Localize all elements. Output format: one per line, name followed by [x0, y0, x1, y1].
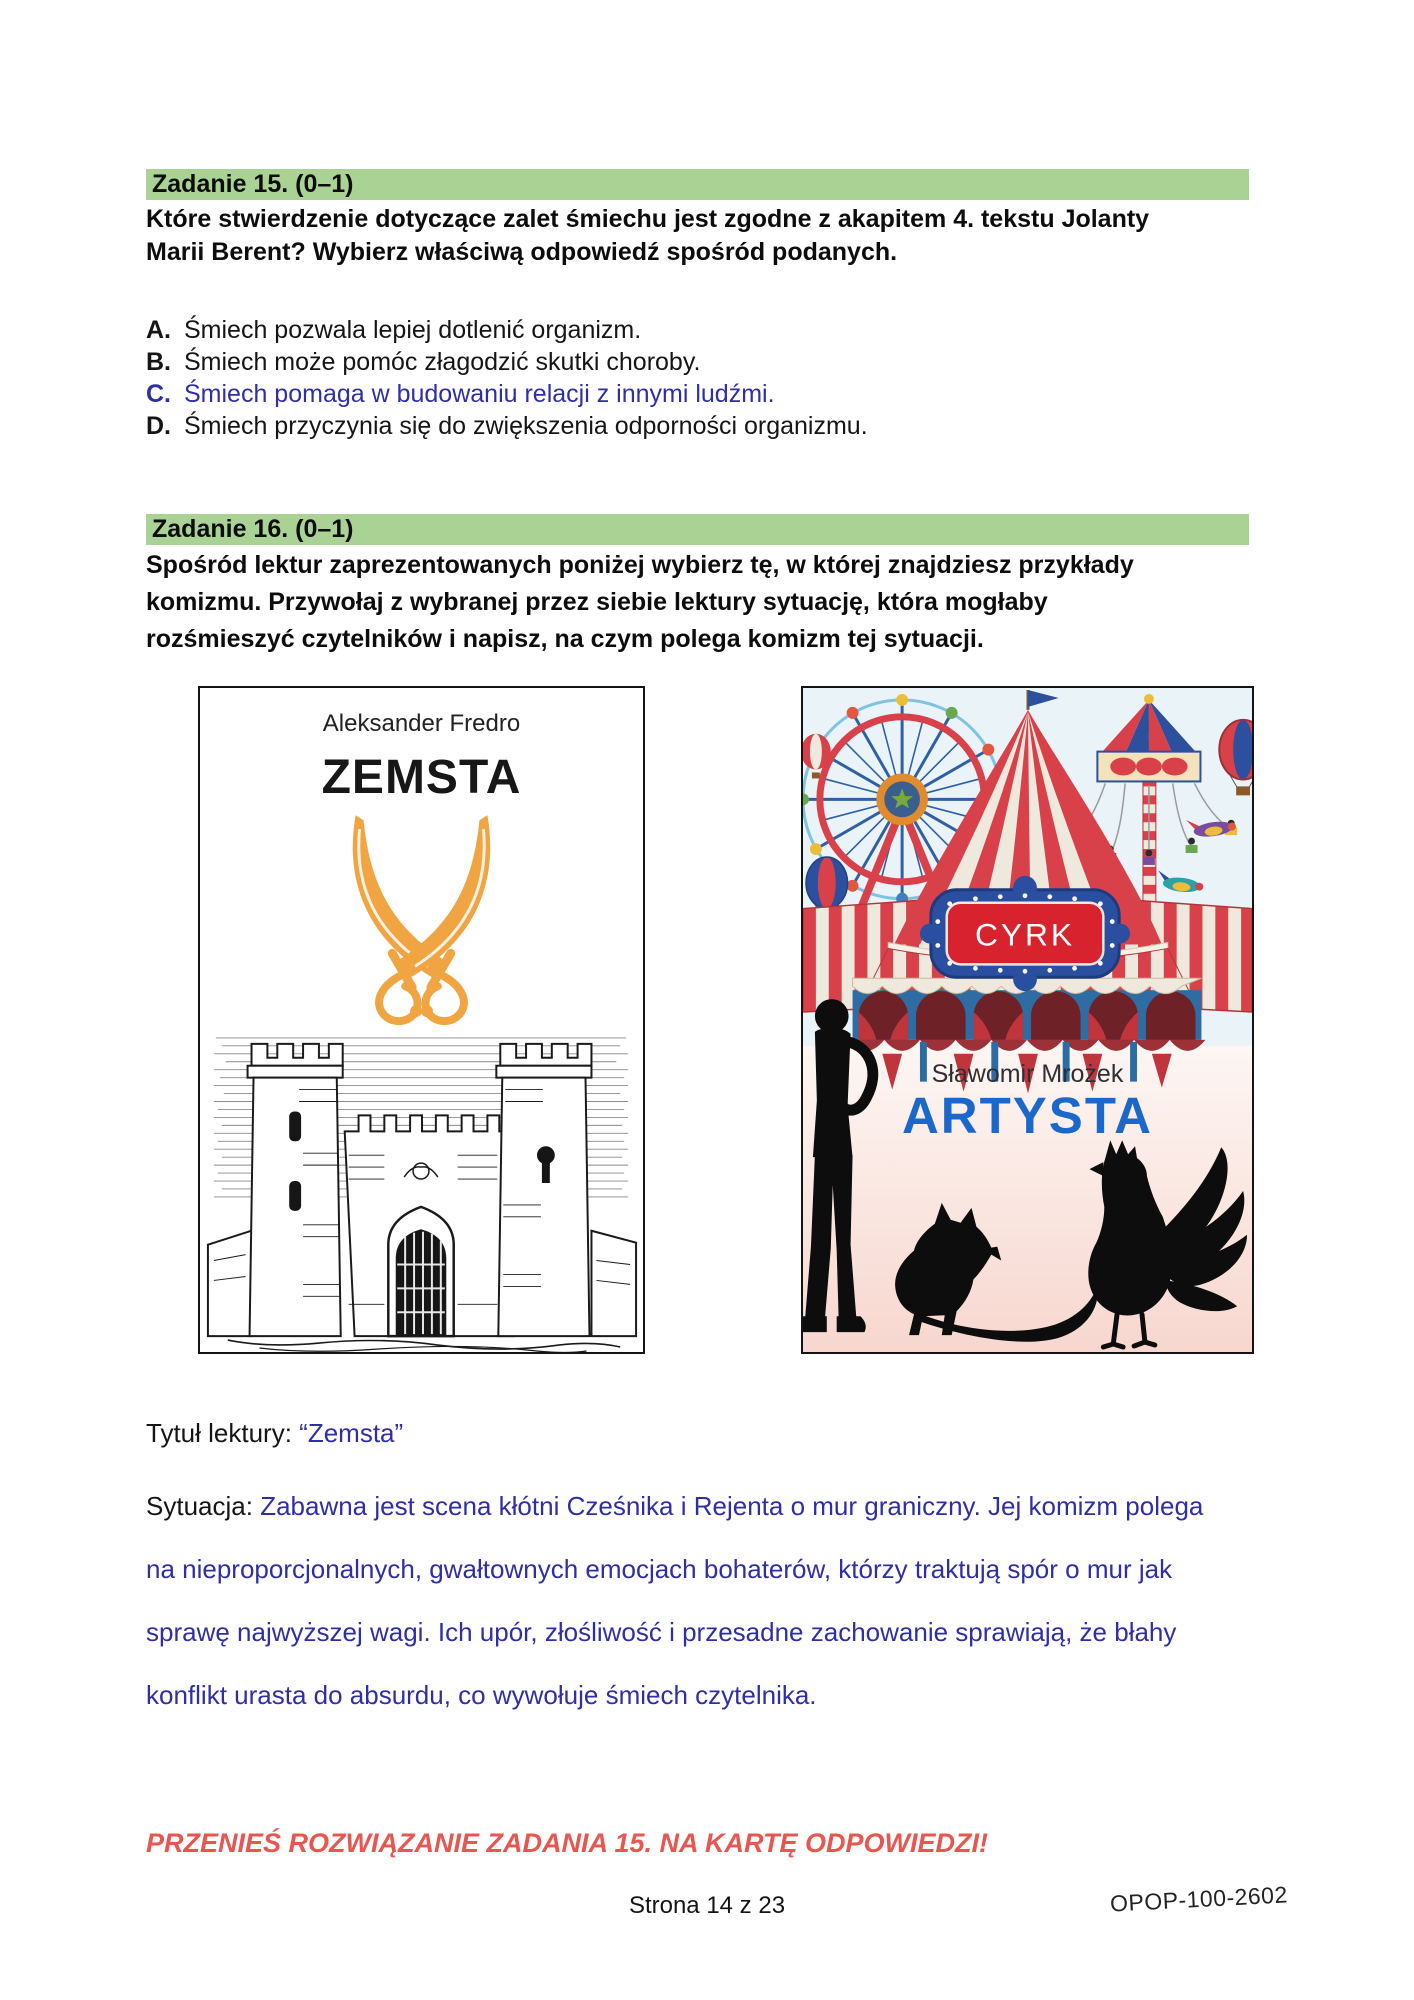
cyrk-sign — [920, 876, 1130, 991]
zemsta-title: ZEMSTA — [321, 751, 522, 804]
option-letter-d: D. — [146, 412, 171, 440]
option-row-b — [146, 347, 700, 378]
option-letter-c: C. — [146, 380, 171, 408]
option-letter-a: A. — [146, 316, 171, 344]
task15-header-label: Zadanie 15. (0–1) — [152, 170, 354, 198]
crossed-swords-icon — [353, 815, 490, 1021]
zemsta-author: Aleksander Fredro — [322, 710, 521, 737]
option-text-b: Śmiech może pomóc złagodzić skutki choroby. — [184, 348, 701, 376]
task16-question-line3: rozśmieszyć czytelników i napisz, na czym polega komizm tej sytuacji. — [146, 625, 984, 653]
task15-header-bar — [146, 169, 1249, 200]
option-text-c: Śmiech pomaga w budowaniu relacji z innymi ludźmi. — [184, 380, 775, 408]
option-row-a — [146, 315, 641, 346]
option-letter-b: B. — [146, 348, 171, 376]
option-row-d — [146, 411, 868, 442]
task15-question-line1: Które stwierdzenie dotyczące zalet śmiechu jest zgodne z akapitem 4. tekstu Jolanty — [146, 205, 1150, 233]
situation-value-1: Zabawna jest scena kłótni Cześnika i Rejenta o mur graniczny. Jej komizm polega — [260, 1491, 1204, 1521]
task16-header-bar — [146, 514, 1249, 545]
situation-line-2: na nieproporcjonalnych, gwałtownych emocjach bohaterów, którzy traktują spór o mur jak — [146, 1554, 1173, 1584]
circus-illustration — [803, 688, 1252, 1352]
transfer-note: PRZENIEŚ ROZWIĄZANIE ZADANIA 15. NA KARTĘ ODPOWIEDZI! — [146, 1828, 989, 1858]
page-number: Strona 14 z 23 — [628, 1892, 786, 1919]
book-cover-zemsta — [198, 686, 645, 1354]
cyrk-sign-label: CYRK — [975, 916, 1076, 953]
form-code: OPOP-100-2602 — [1109, 1881, 1289, 1917]
castle-illustration — [208, 1038, 636, 1352]
task16-header-label: Zadanie 16. (0–1) — [152, 515, 354, 543]
answer-title-line — [146, 1416, 403, 1450]
situation-label: Sytuacja: — [146, 1491, 253, 1521]
artysta-title: ARTYSTA — [901, 1087, 1154, 1144]
task16-question-line2: komizmu. Przywołaj z wybranej przez siebie lektury sytuację, która mogłaby — [146, 588, 1048, 616]
answer-title-value: “Zemsta” — [299, 1418, 404, 1448]
artysta-author: Sławomir Mrożek — [931, 1060, 1124, 1088]
option-row-c-selected — [146, 379, 775, 410]
task16-question-line1: Spośród lektur zaprezentowanych poniżej wybierz tę, w której znajdziesz przykłady — [146, 551, 1134, 579]
book-cover-artysta — [801, 686, 1254, 1354]
task15-question-line2: Marii Berent? Wybierz właściwą odpowiedź spośród podanych. — [146, 238, 898, 266]
option-text-a: Śmiech pozwala lepiej dotlenić organizm. — [184, 316, 642, 344]
situation-line-4: konflikt urasta do absurdu, co wywołuje śmiech czytelnika. — [146, 1680, 817, 1710]
situation-line-3: sprawę najwyższej wagi. Ich upór, złośliwość i przesadne zachowanie sprawiają, że błahy — [146, 1617, 1177, 1647]
answer-title-label: Tytuł lektury: — [146, 1418, 292, 1448]
option-text-d: Śmiech przyczynia się do zwiększenia odporności organizmu. — [184, 412, 868, 440]
situation-line-1 — [146, 1489, 1203, 1523]
